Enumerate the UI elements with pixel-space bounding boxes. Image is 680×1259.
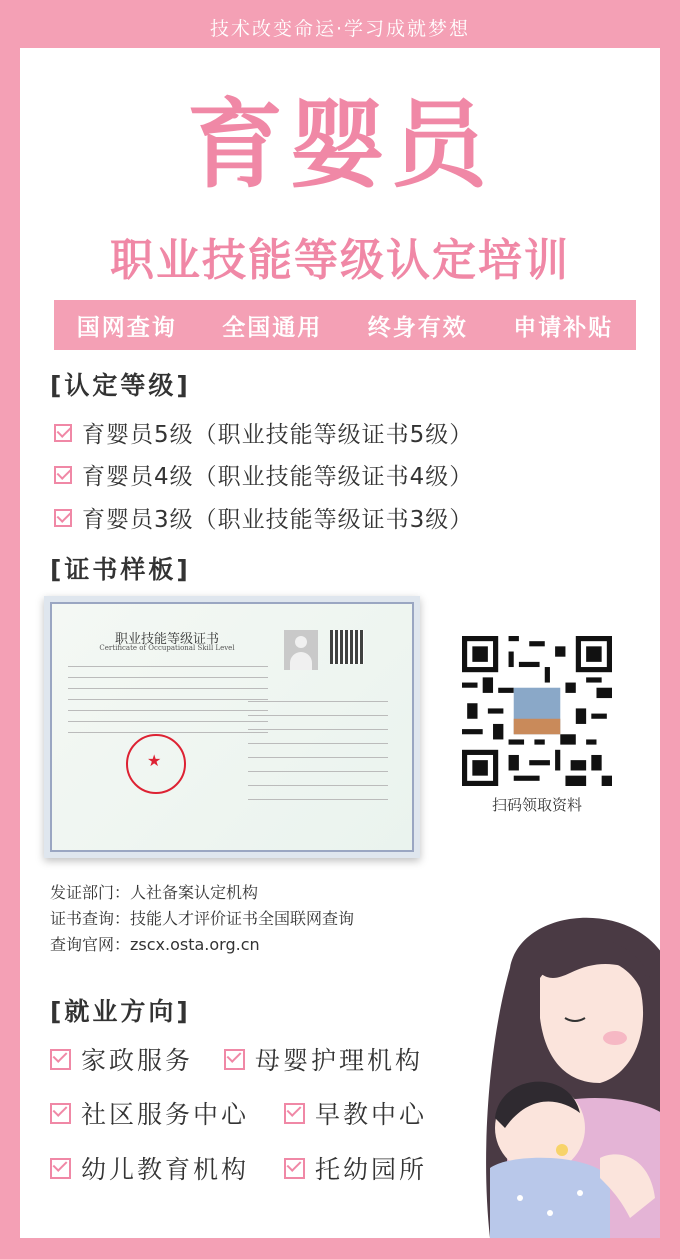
job-label: 社区服务中心 [81, 1100, 250, 1129]
job-item [50, 1041, 193, 1077]
certificate-qr-icon [330, 630, 364, 664]
feature-item: 申请补贴 [513, 314, 614, 341]
job-item [284, 1095, 427, 1131]
certificate-text-lines [68, 656, 268, 743]
feature-item: 终身有效 [367, 314, 468, 341]
job-label: 托幼园所 [315, 1155, 428, 1184]
certificate-image [44, 596, 420, 858]
info-line: 查询官网：zscx.osta.org.cn [50, 935, 260, 954]
seal-icon [126, 734, 186, 794]
checkbox-icon [54, 509, 72, 527]
qr-code-icon[interactable] [462, 636, 612, 786]
level-label: 育婴员3级（职业技能等级证书3级） [82, 507, 474, 533]
job-label: 幼儿教育机构 [81, 1155, 250, 1184]
level-item [54, 416, 473, 449]
qr-label: 扫码领取资料 [491, 796, 582, 814]
checkbox-icon [224, 1049, 245, 1070]
level-item [54, 501, 473, 534]
photo-placeholder-icon [284, 630, 318, 670]
page-subtitle: 职业技能等级认定培训 [110, 235, 570, 286]
checkbox-icon [50, 1103, 71, 1124]
levels-heading: [认定等级] [50, 371, 191, 400]
checkbox-icon [50, 1158, 71, 1179]
feature-item: 全国通用 [222, 314, 323, 341]
level-label: 育婴员4级（职业技能等级证书4级） [82, 464, 474, 490]
job-label: 家政服务 [81, 1046, 194, 1075]
cert-heading: [证书样板] [50, 555, 191, 584]
job-item [284, 1150, 427, 1186]
info-line: 发证部门：人社备案认定机构 [50, 883, 259, 902]
checkbox-icon [54, 466, 72, 484]
job-item [50, 1095, 249, 1131]
checkbox-icon [50, 1049, 71, 1070]
job-label: 母婴护理机构 [255, 1046, 424, 1075]
feature-banner [54, 300, 636, 350]
job-label: 早教中心 [315, 1100, 428, 1129]
page-title: 育婴员 [187, 89, 493, 201]
mother-baby-illustration [450, 898, 660, 1238]
level-item [54, 458, 473, 491]
checkbox-icon [284, 1158, 305, 1179]
level-label: 育婴员5级（职业技能等级证书5级） [82, 422, 474, 448]
jobs-heading: [就业方向] [50, 997, 191, 1026]
job-item [224, 1041, 423, 1077]
content-card [20, 48, 660, 1238]
checkbox-icon [54, 424, 72, 442]
job-item [50, 1150, 249, 1186]
checkbox-icon [284, 1103, 305, 1124]
certificate-subtitle: Certificate of Occupational Skill Level [99, 644, 235, 652]
slogan: 技术改变命运·学习成就梦想 [209, 18, 471, 40]
certificate-title: 职业技能等级证书 [114, 632, 219, 647]
certificate-fields [248, 688, 388, 813]
info-line: 证书查询：技能人才评价证书全国联网查询 [50, 909, 355, 928]
feature-item: 国网查询 [76, 314, 177, 341]
